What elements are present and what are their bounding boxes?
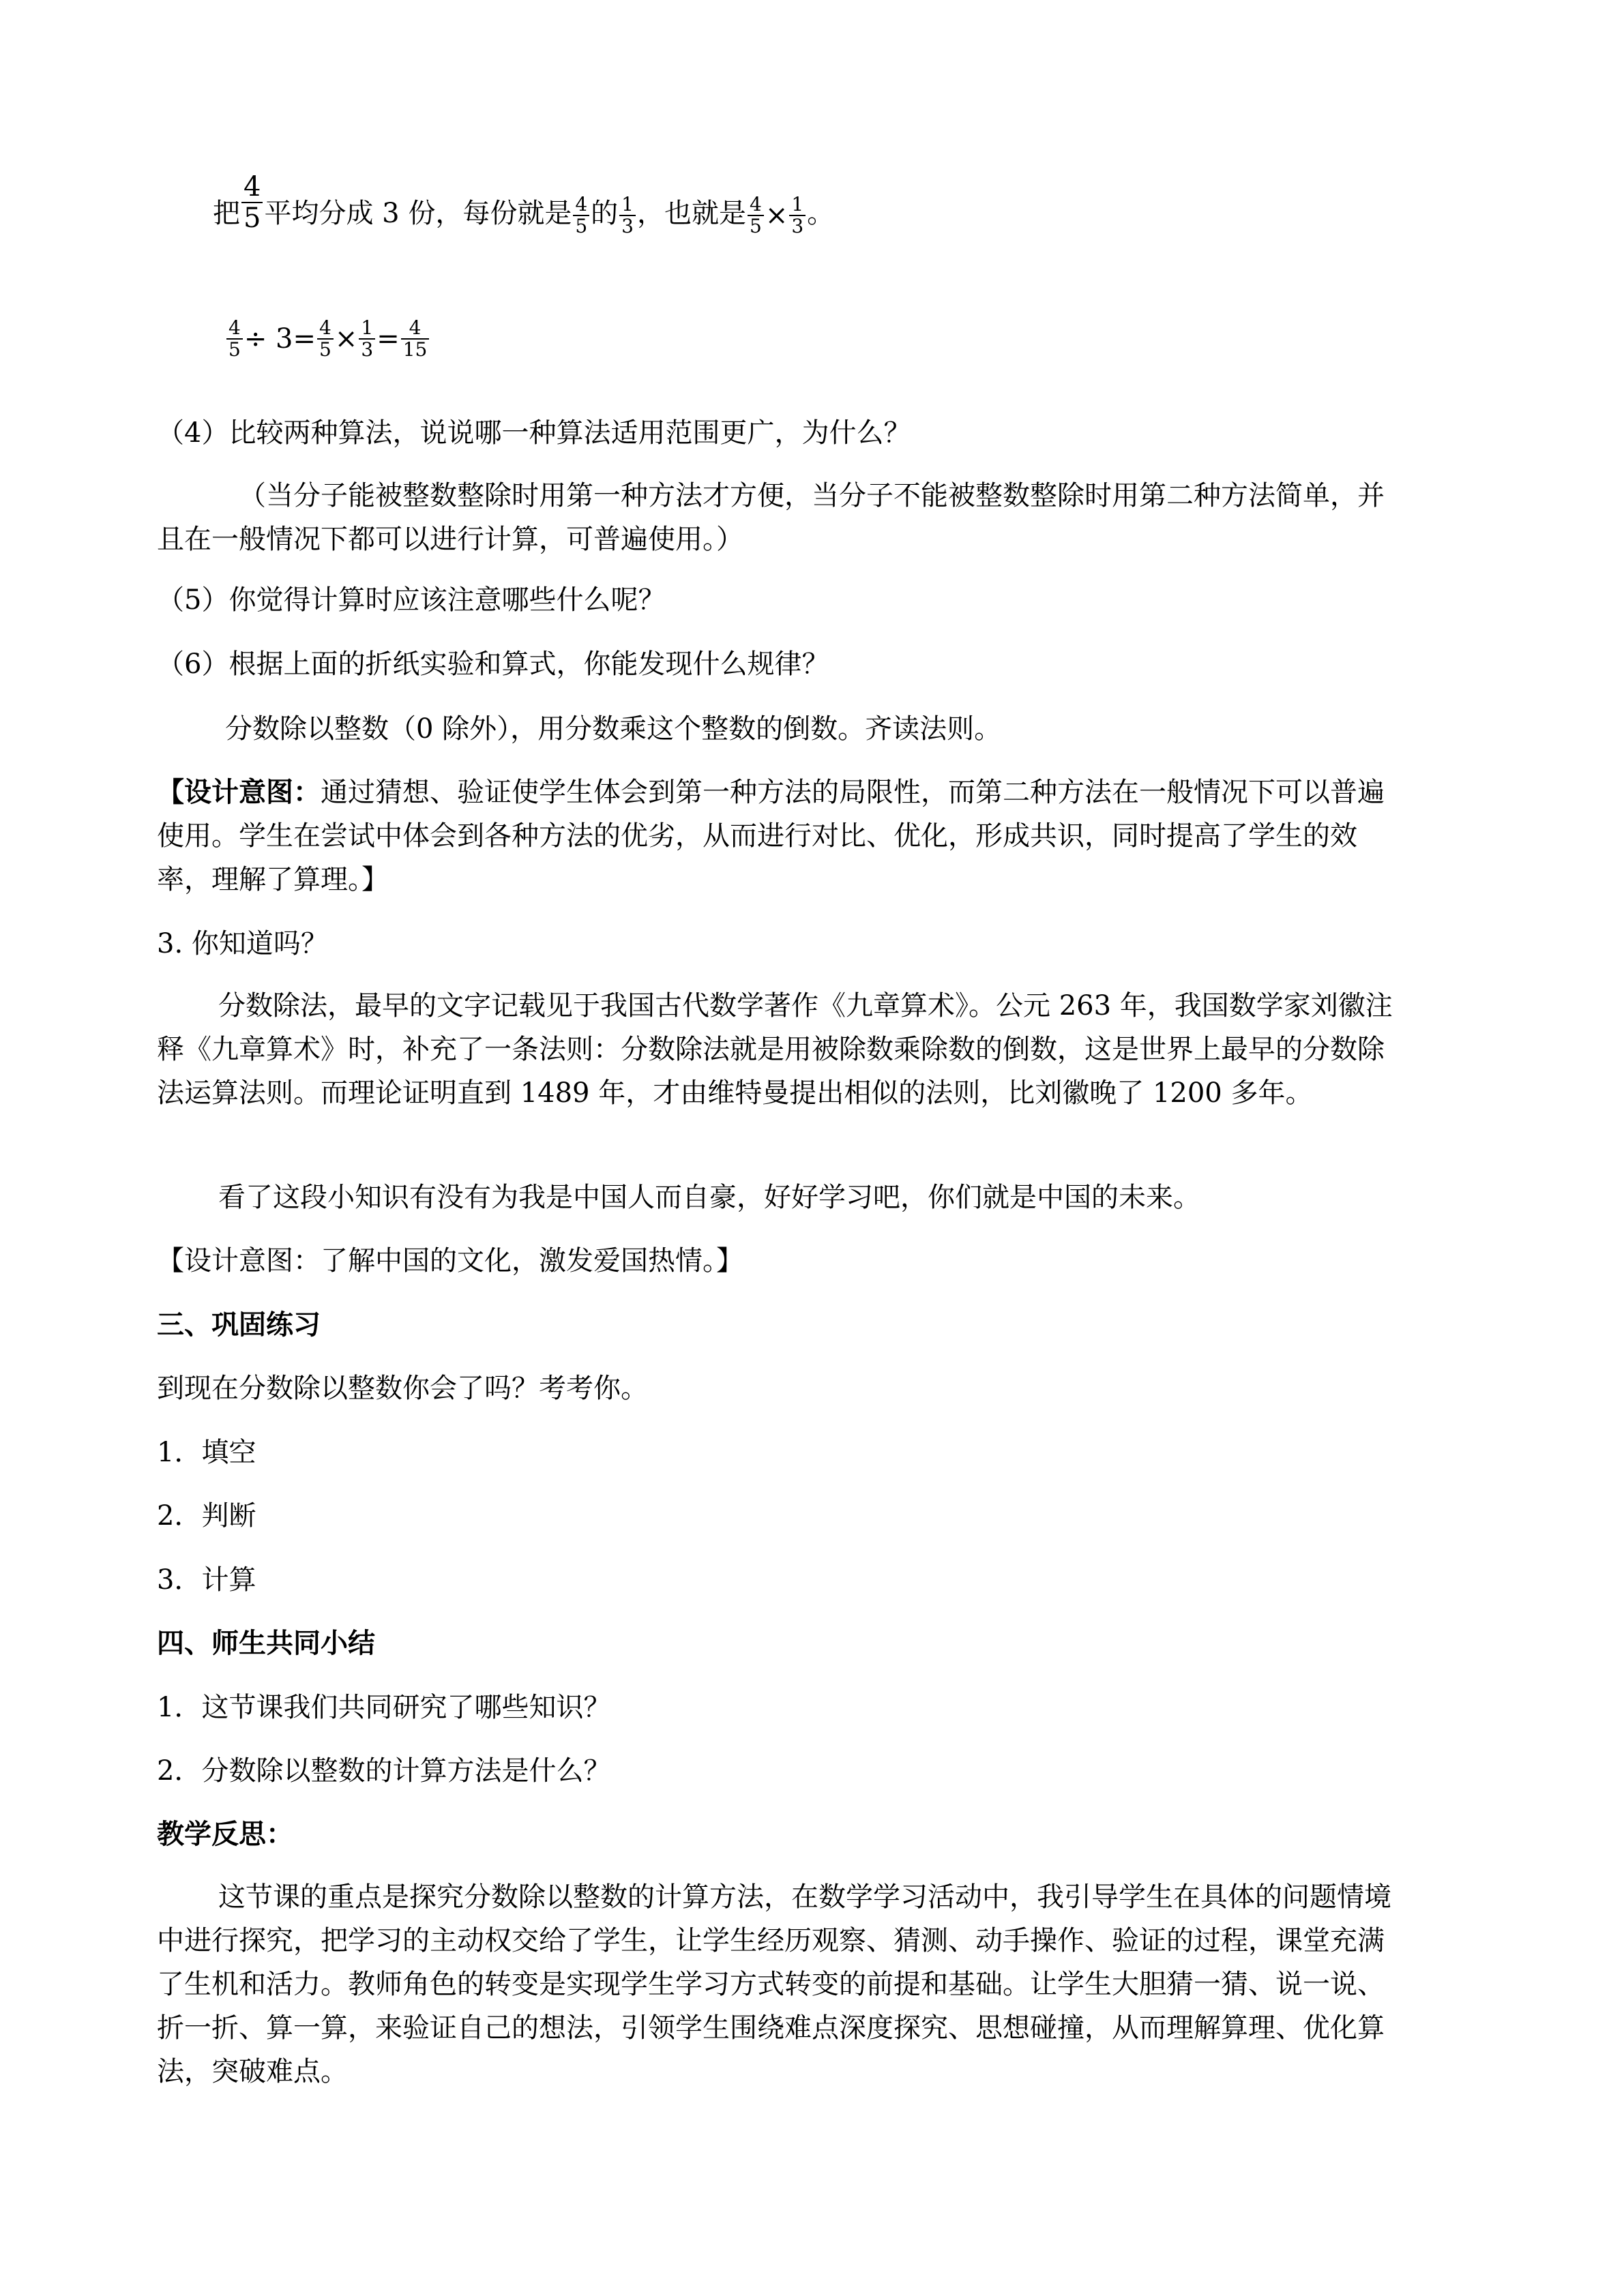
section-3-intro: 到现在分数除以整数你会了吗？考考你。: [157, 1373, 648, 1404]
fraction-denominator: 3: [361, 338, 374, 361]
reflection-heading: 教学反思：: [157, 1818, 293, 1850]
fraction-numerator: 4: [401, 318, 430, 340]
question-5: （5）你觉得计算时应该注意哪些什么呢？: [157, 584, 666, 616]
did-you-know-closing: 看了这段小知识有没有为我是中国人而自豪，好好学习吧，你们就是中国的未来。: [218, 1182, 1200, 1213]
fraction: [359, 318, 375, 360]
fraction: [573, 194, 589, 237]
fraction: [789, 194, 806, 237]
section-4-heading: 四、师生共同小结: [157, 1627, 375, 1659]
fraction-denominator: 5: [243, 203, 261, 234]
exercise-item: 1．填空: [157, 1437, 256, 1468]
formula-text: ，也就是: [637, 198, 746, 229]
fraction-numerator: 4: [226, 318, 243, 340]
section-3-heading: 三、巩固练习: [157, 1309, 321, 1341]
times-sign: ×: [334, 323, 358, 355]
rule-statement: 分数除以整数（0 除外），用分数乘这个整数的倒数。齐读法则。: [225, 713, 1002, 745]
formula-line: [213, 171, 1399, 237]
fraction-denominator: 5: [575, 215, 588, 237]
fraction-four-fifths: [241, 172, 263, 233]
fraction-denominator: 3: [621, 215, 634, 237]
fraction: [748, 194, 764, 237]
summary-item: 1．这节课我们共同研究了哪些知识？: [157, 1692, 611, 1723]
formula-text: 的: [591, 198, 619, 229]
design-intent-text: 通过猜想、验证使学生体会到第一种方法的局限性，而第二种方法在一般情况下可以普遍使用。学生在尝试中体会到各种方法的优劣，从而进行对比、优化，形成共识，同时提高了学生的效率，理解了算理。】: [157, 777, 1385, 895]
equation-operator: ÷ 3=: [243, 323, 316, 355]
did-you-know-title: 3. 你知道吗？: [157, 928, 328, 959]
fraction-numerator: 4: [317, 318, 334, 340]
fraction-denominator: 5: [319, 338, 331, 361]
exercise-item: 3．计算: [157, 1564, 256, 1596]
formula-prefix: 把: [213, 198, 240, 229]
fraction-numerator: 1: [359, 318, 375, 340]
question-4: （4）比较两种算法，说说哪一种算法适用范围更广，为什么？: [157, 417, 911, 449]
fraction: [401, 318, 430, 360]
fraction-numerator: 1: [619, 194, 636, 216]
fraction-numerator: 4: [241, 172, 263, 203]
formula-text: 。: [807, 198, 835, 229]
formula-text: 平均分成 3 份，每份就是: [264, 198, 572, 229]
equals-sign: =: [377, 323, 400, 355]
fraction-denominator: 5: [750, 215, 762, 237]
did-you-know-paragraph: 分数除法，最早的文字记载见于我国古代数学著作《九章算术》。公元 263 年，我国数学家刘徽注释《九章算术》时，补充了一条法则：分数除法就是用被除数乘除数的倒数，这是世界上最早的分数除法运算法则。而理论证明直到 1489 年，才由维特曼提出相似的法则，比刘徽晚了 1200 多年。: [157, 990, 1393, 1109]
fraction-numerator: 4: [573, 194, 589, 216]
design-intent-2: 【设计意图：了解中国的文化，激发爱国热情。】: [157, 1245, 743, 1277]
fraction: [226, 318, 243, 360]
design-intent-label: 【设计意图：: [157, 776, 321, 808]
equation-line: [225, 315, 1399, 361]
fraction-denominator: 5: [228, 338, 241, 361]
times-sign: ×: [765, 200, 788, 231]
fraction: [619, 194, 636, 237]
summary-item: 2．分数除以整数的计算方法是什么？: [157, 1755, 611, 1787]
question-4-answer: （当分子能被整数整除时用第一种方法才方便，当分子不能被整数整除时用第二种方法简单，并且在一般情况下都可以进行计算，可普遍使用。）: [157, 480, 1385, 555]
fraction-denominator: 15: [402, 338, 428, 361]
fraction-numerator: 4: [748, 194, 764, 216]
fraction-denominator: 3: [791, 215, 804, 237]
question-6: （6）根据上面的折纸实验和算式，你能发现什么规律？: [157, 648, 829, 680]
design-intent-1: [157, 771, 1399, 901]
fraction-numerator: 1: [789, 194, 806, 216]
fraction: [317, 318, 334, 360]
reflection-paragraph: 这节课的重点是探究分数除以整数的计算方法，在数学学习活动中，我引导学生在具体的问题情境中进行探究，把学习的主动权交给了学生，让学生经历观察、猜测、动手操作、验证的过程，课堂充满了生机和活力。教师角色的转变是实现学生学习方式转变的前提和基础。让学生大胆猜一猜、说一说、折一折、算一算，来验证自己的想法，引领学生围绕难点深度探究、思想碰撞，从而理解算理、优化算法，突破难点。: [157, 1881, 1391, 2087]
exercise-item: 2．判断: [157, 1500, 256, 1532]
